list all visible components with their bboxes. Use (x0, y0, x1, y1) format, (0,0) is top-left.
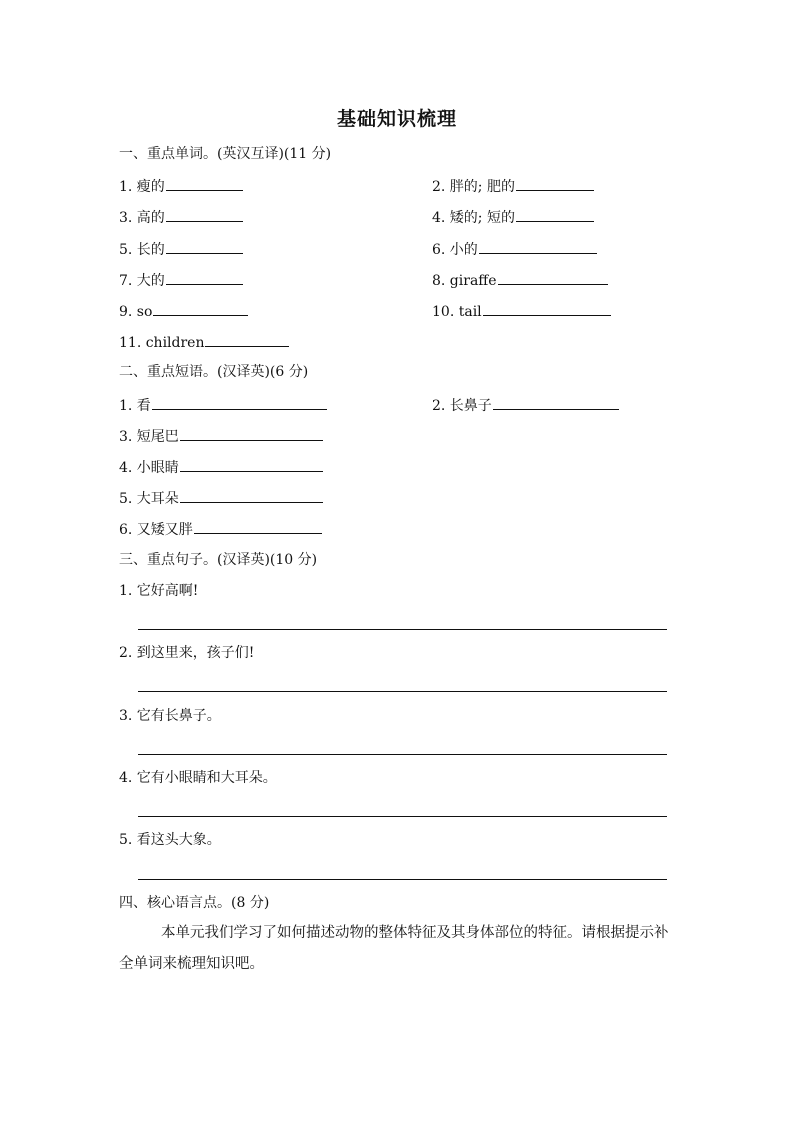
answer-line[interactable] (138, 754, 667, 755)
answer-blank[interactable] (205, 332, 289, 347)
answer-blank[interactable] (166, 207, 243, 222)
vocab-item-1 (119, 176, 243, 196)
answer-blank[interactable] (166, 176, 243, 191)
section-2-heading: 二、重点短语。(汉译英)(6 分) (119, 364, 309, 380)
answer-blank[interactable] (194, 519, 322, 534)
answer-line[interactable] (138, 879, 667, 880)
vocab-item-label: 5. 长的 (119, 242, 165, 258)
answer-blank[interactable] (516, 207, 594, 222)
vocab-item-10 (432, 301, 611, 321)
answer-blank[interactable] (153, 301, 248, 316)
phrase-item-label: 1. 看 (119, 398, 151, 414)
phrase-item-2 (432, 395, 619, 415)
phrase-item-label: 5. 大耳朵 (119, 491, 179, 507)
vocab-item-3 (119, 207, 243, 227)
phrase-item-5 (119, 488, 323, 508)
phrase-item-4 (119, 457, 323, 477)
vocab-item-7 (119, 270, 243, 290)
answer-blank[interactable] (516, 176, 594, 191)
answer-blank[interactable] (493, 395, 619, 410)
phrase-item-label: 2. 长鼻子 (432, 398, 492, 414)
vocab-item-label: 10. tail (432, 304, 482, 320)
answer-blank[interactable] (479, 239, 597, 254)
vocab-item-9 (119, 301, 248, 321)
phrase-item-3 (119, 426, 323, 446)
page-title: 基础知识梳理 (336, 108, 457, 130)
section-3-heading: 三、重点句子。(汉译英)(10 分) (119, 552, 318, 568)
vocab-item-8 (432, 270, 608, 290)
section-4-heading: 四、核心语言点。(8 分) (119, 895, 270, 911)
answer-blank[interactable] (152, 395, 327, 410)
phrase-item-label: 6. 又矮又胖 (119, 522, 193, 538)
sentence-item-4: 4. 它有小眼睛和大耳朵。 (119, 770, 277, 786)
answer-line[interactable] (138, 691, 667, 692)
vocab-item-label: 1. 瘦的 (119, 179, 165, 195)
answer-blank[interactable] (166, 270, 243, 285)
vocab-item-2 (432, 176, 594, 196)
instruction-paragraph: 本单元我们学习了如何描述动物的整体特征及其身体部位的特征。请根据提示补全单词来梳理知识吧。 (119, 925, 669, 972)
vocab-item-label: 7. 大的 (119, 273, 165, 289)
phrase-item-6 (119, 519, 322, 539)
section-1-heading: 一、重点单词。(英汉互译)(11 分) (119, 146, 332, 162)
sentence-item-3: 3. 它有长鼻子。 (119, 708, 221, 724)
vocab-item-4 (432, 207, 594, 227)
vocab-item-11 (119, 332, 289, 352)
answer-blank[interactable] (180, 457, 323, 472)
vocab-item-5 (119, 239, 243, 259)
answer-blank[interactable] (498, 270, 608, 285)
answer-line[interactable] (138, 629, 667, 630)
sentence-item-1: 1. 它好高啊! (119, 583, 199, 599)
answer-blank[interactable] (180, 426, 323, 441)
vocab-item-label: 9. so (119, 304, 153, 320)
vocab-item-label: 3. 高的 (119, 210, 165, 226)
answer-blank[interactable] (483, 301, 611, 316)
vocab-item-label: 4. 矮的; 短的 (432, 210, 515, 226)
phrase-item-label: 3. 短尾巴 (119, 429, 179, 445)
phrase-item-1 (119, 395, 327, 415)
answer-blank[interactable] (180, 488, 323, 503)
sentence-item-2: 2. 到这里来，孩子们! (119, 645, 255, 661)
vocab-item-label: 2. 胖的; 肥的 (432, 179, 515, 195)
vocab-item-label: 6. 小的 (432, 242, 478, 258)
phrase-item-label: 4. 小眼睛 (119, 460, 179, 476)
answer-blank[interactable] (166, 239, 243, 254)
sentence-item-5: 5. 看这头大象。 (119, 832, 221, 848)
vocab-item-6 (432, 239, 597, 259)
answer-line[interactable] (138, 816, 667, 817)
vocab-item-label: 8. giraffe (432, 273, 497, 289)
vocab-item-label: 11. children (119, 335, 205, 351)
